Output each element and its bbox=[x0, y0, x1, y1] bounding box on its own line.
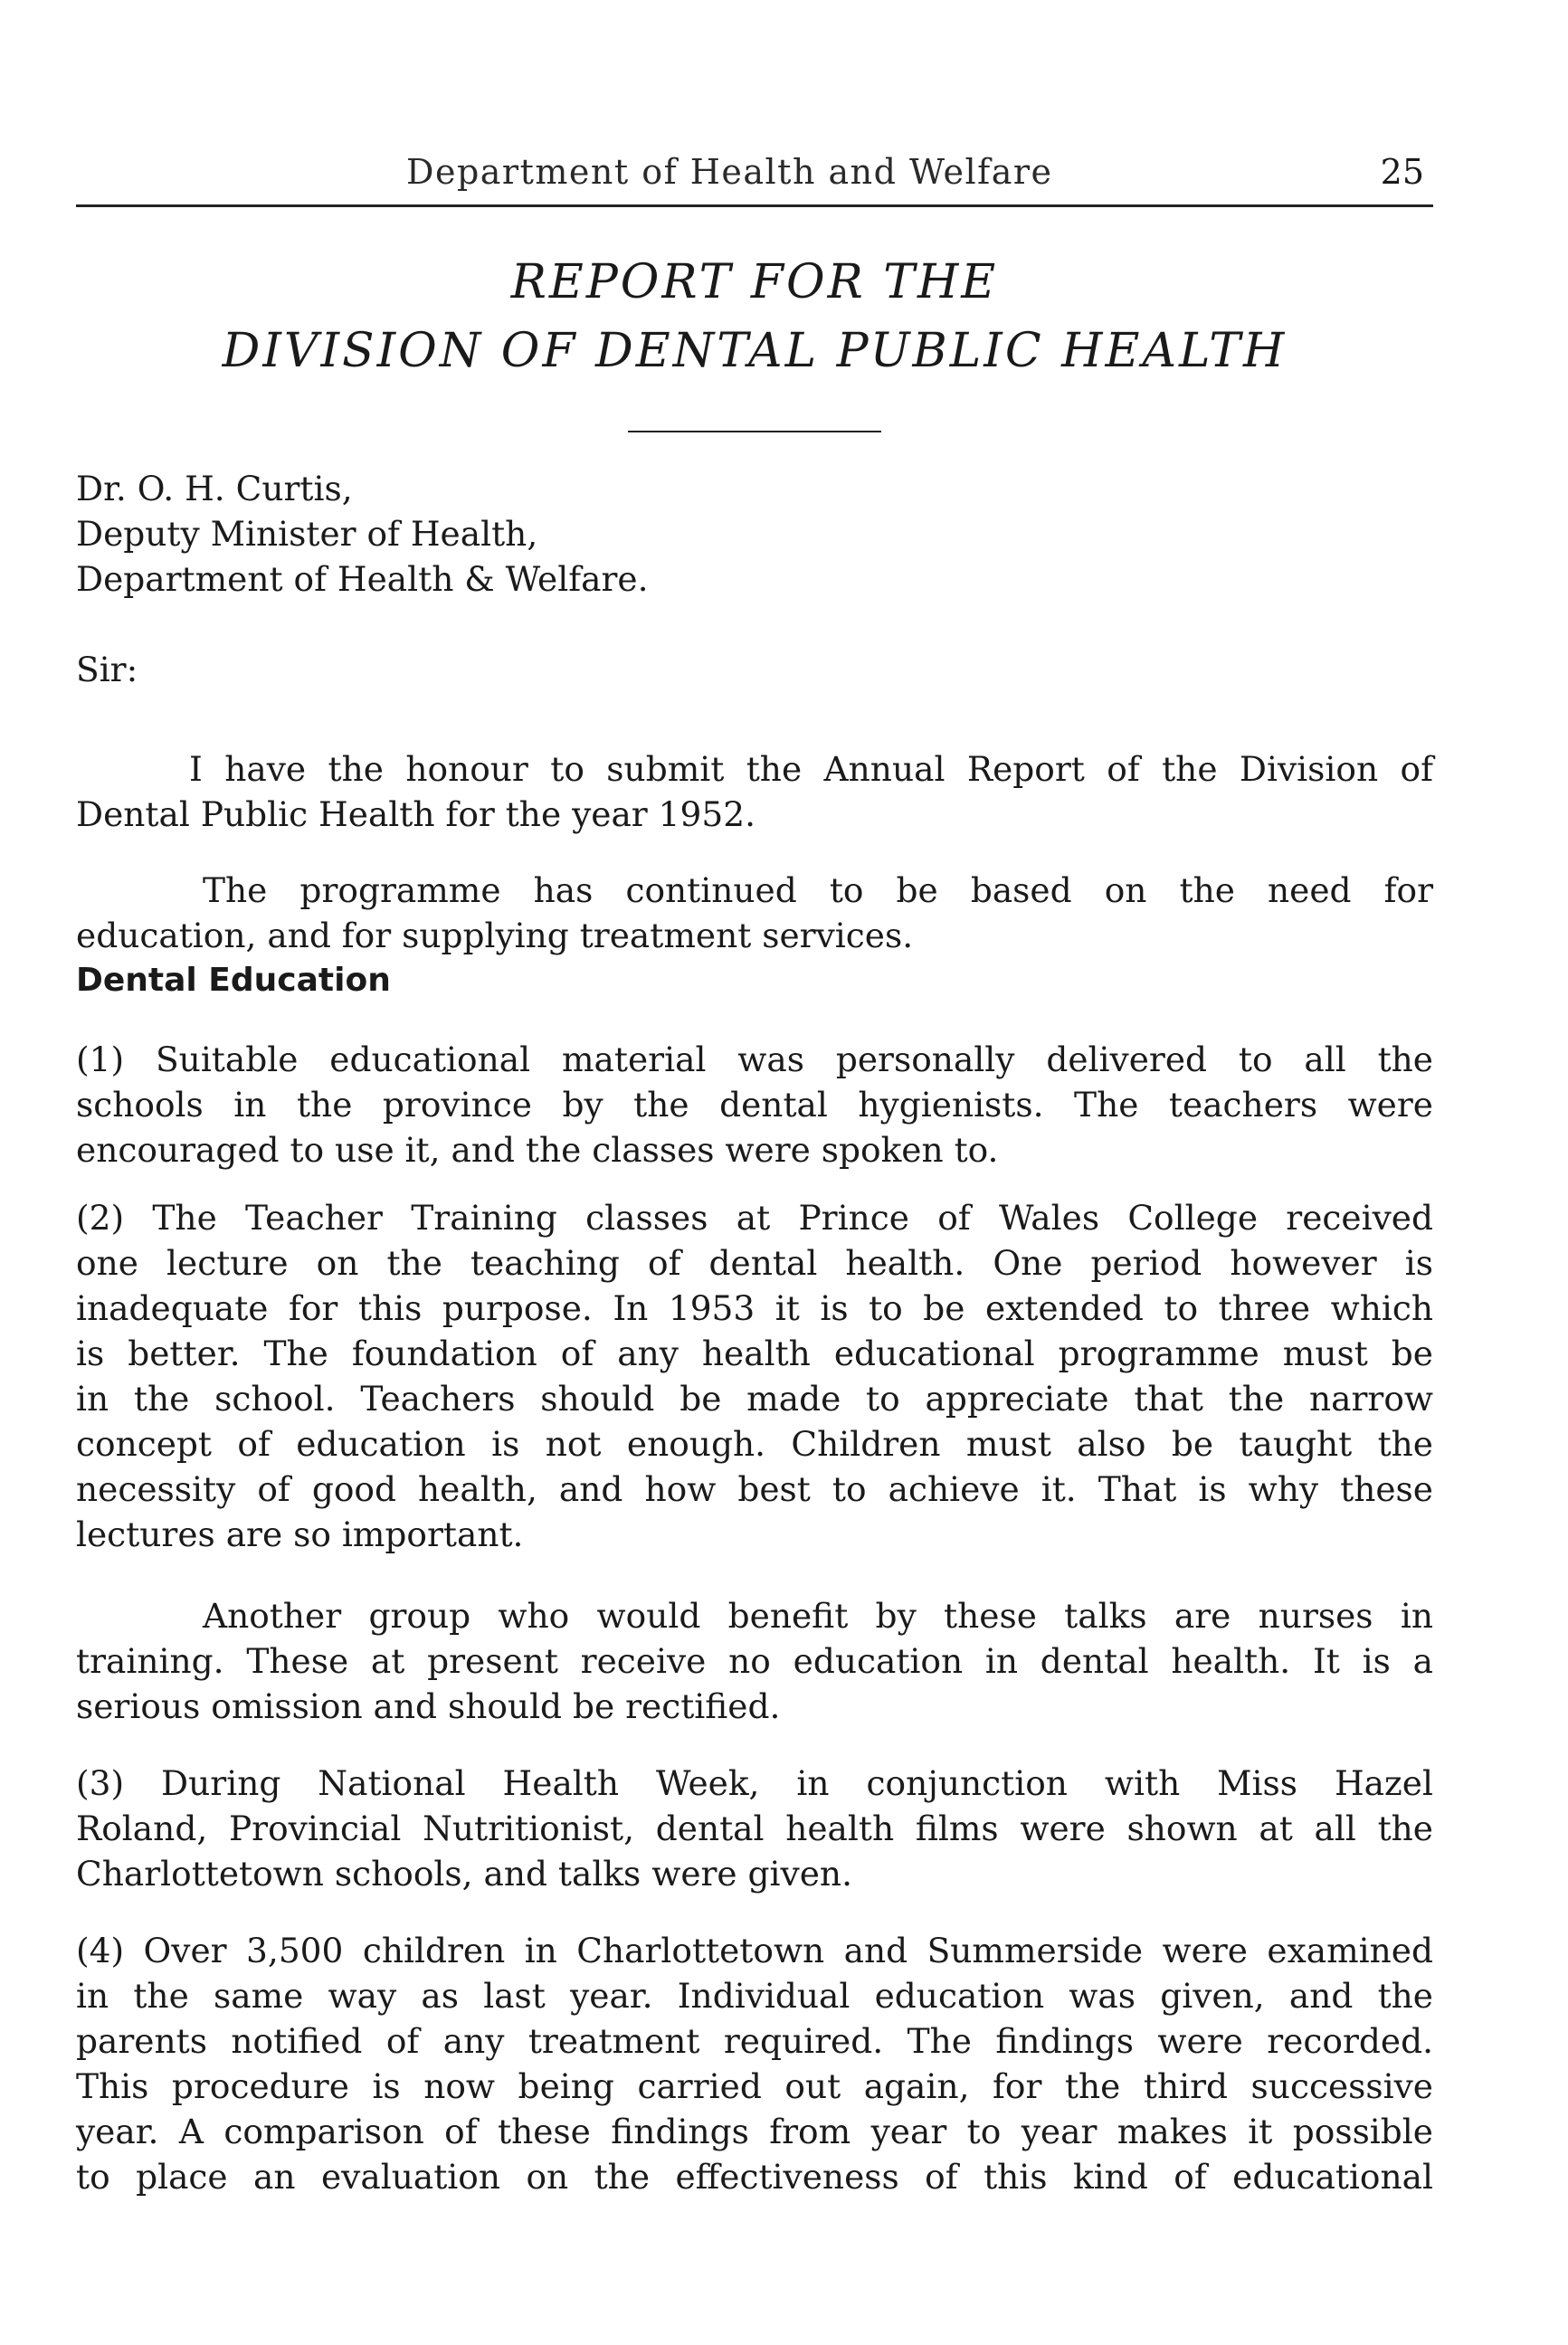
intro-line-1: I have the honour to submit the Annual Report of the Division of bbox=[189, 749, 1433, 789]
item2-line-7: necessity of good health, and how best to achieve it. That is why these bbox=[76, 1469, 1433, 1509]
item2-line-6: concept of education is not enough. Children must also be taught the bbox=[76, 1424, 1433, 1464]
section-heading: Dental Education bbox=[76, 962, 391, 999]
item2-line-1: (2) The Teacher Training classes at Prince of Wales College received bbox=[76, 1198, 1433, 1238]
item4-line-6: to place an evaluation on the effectiveness of this kind of educational bbox=[76, 2157, 1433, 2197]
item1-line-2: schools in the province by the dental hygienists. The teachers were bbox=[76, 1085, 1433, 1125]
addressee-line-3: Department of Health & Welfare. bbox=[76, 559, 649, 599]
item2-line-2: one lecture on the teaching of dental health. One period however is bbox=[76, 1243, 1433, 1283]
item2-line-3: inadequate for this purpose. In 1953 it is to be extended to three which bbox=[76, 1288, 1433, 1328]
addressee-line-2: Deputy Minister of Health, bbox=[76, 514, 538, 554]
header-title: Department of Health and Welfare bbox=[406, 152, 1053, 192]
item3-line-3: Charlottetown schools, and talks were given. bbox=[76, 1854, 852, 1894]
item1-line-1: (1) Suitable educational material was personally delivered to all the bbox=[76, 1040, 1433, 1079]
item2-line-8: lectures are so important. bbox=[76, 1514, 524, 1554]
report-title-line-2: DIVISION OF DENTAL PUBLIC HEALTH bbox=[222, 324, 1288, 378]
item4-line-4: This procedure is now being carried out again, for the third successive bbox=[76, 2066, 1433, 2106]
programme-line-1: The programme has continued to be based on the need for bbox=[203, 870, 1433, 910]
document-page bbox=[76, 0, 1433, 2345]
nurses-line-2: training. These at present receive no education in dental health. It is a bbox=[76, 1641, 1433, 1681]
item3-line-2: Roland, Provincial Nutritionist, dental health films were shown at all the bbox=[76, 1809, 1433, 1848]
item4-line-3: parents notified of any treatment required. The findings were recorded. bbox=[76, 2021, 1433, 2061]
nurses-line-1: Another group who would benefit by these talks are nurses in bbox=[203, 1596, 1433, 1636]
item4-line-5: year. A comparison of these findings from year to year makes it possible bbox=[76, 2112, 1433, 2151]
item2-line-5: in the school. Teachers should be made to appreciate that the narrow bbox=[76, 1379, 1433, 1419]
running-header bbox=[76, 152, 1433, 206]
item1-line-3: encouraged to use it, and the classes were spoken to. bbox=[76, 1130, 999, 1170]
page-number: 25 bbox=[1380, 152, 1424, 192]
addressee-line-1: Dr. O. H. Curtis, bbox=[76, 469, 353, 508]
programme-line-2: education, and for supplying treatment services. bbox=[76, 916, 914, 955]
item4-line-2: in the same way as last year. Individual education was given, and the bbox=[76, 1976, 1433, 2016]
header-rule bbox=[76, 204, 1433, 207]
title-rule bbox=[628, 431, 881, 432]
report-title-line-1: REPORT FOR THE bbox=[510, 255, 999, 309]
item3-line-1: (3) During National Health Week, in conjunction with Miss Hazel bbox=[76, 1763, 1433, 1803]
item4-line-1: (4) Over 3,500 children in Charlottetown and Summerside were examined bbox=[76, 1931, 1433, 1970]
salutation: Sir: bbox=[76, 650, 138, 689]
nurses-line-3: serious omission and should be rectified. bbox=[76, 1686, 781, 1726]
item2-line-4: is better. The foundation of any health educational programme must be bbox=[76, 1334, 1433, 1373]
intro-line-2: Dental Public Health for the year 1952. bbox=[76, 794, 756, 834]
